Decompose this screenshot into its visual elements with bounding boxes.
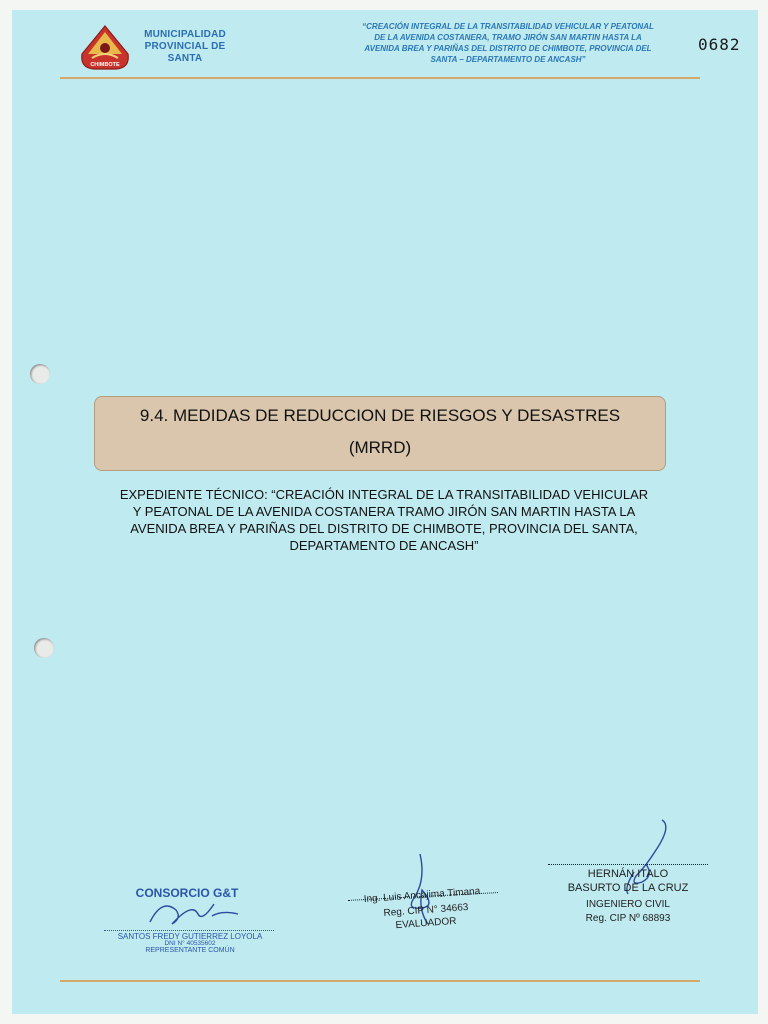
section-subtitle: (MRRD) xyxy=(348,438,412,457)
consorcio-role: REPRESENTANTE COMÚN xyxy=(145,947,235,954)
municipality-line: SANTA xyxy=(167,53,203,64)
section-title-box xyxy=(94,396,666,471)
project-header-line: SANTA – DEPARTAMENTO DE ANCASH” xyxy=(430,55,586,64)
punch-hole xyxy=(34,638,54,658)
expediente-line: EXPEDIENTE TÉCNICO: “CREACIÓN INTEGRAL DE LA TRANSITABILIDAD VEHICULAR xyxy=(119,487,649,502)
expediente-line: Y PEATONAL DE LA AVENIDA COSTANERA TRAMO JIRÓN SAN MARTIN HASTA LA xyxy=(132,504,636,519)
page-number: 0682 xyxy=(698,35,741,54)
evaluador-role: EVALUADOR xyxy=(395,915,457,932)
ingeniero-reg: Reg. CIP Nº 68893 xyxy=(585,913,671,924)
consorcio-dni: DNI N° 40535602 xyxy=(164,940,216,947)
footer-divider xyxy=(60,980,700,982)
punch-hole xyxy=(30,364,50,384)
ingeniero-role: INGENIERO CIVIL xyxy=(586,899,670,910)
municipality-line: MUNICIPALIDAD xyxy=(144,29,226,40)
consorcio-name: CONSORCIO G&T xyxy=(135,886,239,900)
project-header-line: DE LA AVENIDA COSTANERA, TRAMO JIRÓN SAN MARTIN HASTA LA xyxy=(374,33,642,42)
municipality-logo-icon xyxy=(76,24,134,72)
logo-text: CHIMBOTE xyxy=(90,62,120,68)
evaluador-name: Ing. Luis Ancajima Timana xyxy=(363,885,481,906)
project-header-line: AVENIDA BREA Y PARIÑAS DEL DISTRITO DE CHIMBOTE, PROVINCIA DEL xyxy=(364,44,652,53)
section-title: 9.4. MEDIDAS DE REDUCCION DE RIESGOS Y DESASTRES xyxy=(139,406,621,425)
document-page xyxy=(12,10,758,1014)
ingeniero-name-line2: BASURTO DE LA CRUZ xyxy=(567,882,689,894)
municipality-name xyxy=(130,29,240,65)
municipality-line: PROVINCIAL DE xyxy=(144,41,226,52)
expediente-description xyxy=(84,486,684,554)
ingeniero-signature-line xyxy=(548,864,708,865)
consorcio-signature-icon xyxy=(142,892,252,932)
consorcio-signature-line xyxy=(104,930,274,931)
project-header-line: “CREACIÓN INTEGRAL DE LA TRANSITABILIDAD VEHICULAR Y PEATONAL xyxy=(362,22,654,31)
expediente-line: AVENIDA BREA Y PARIÑAS DEL DISTRITO DE CHIMBOTE, PROVINCIA DEL SANTA, xyxy=(130,521,638,536)
project-header-title xyxy=(327,21,689,65)
consorcio-signer: SANTOS FREDY GUTIERREZ LOYOLA xyxy=(117,932,263,941)
expediente-line: DEPARTAMENTO DE ANCASH” xyxy=(289,538,479,553)
evaluador-reg: Reg. CIP N° 34663 xyxy=(383,902,469,919)
header-divider xyxy=(60,77,700,79)
ingeniero-name-line1: HERNÁN ITALO xyxy=(587,868,669,880)
